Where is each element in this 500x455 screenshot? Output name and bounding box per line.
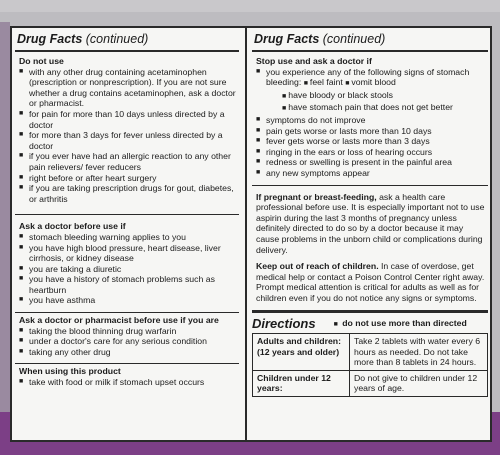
list-item: ■ right before or after heart surgery [19, 173, 237, 184]
list-item: ■ you have a history of stomach problems such as heartburn [19, 274, 237, 295]
column-divider [245, 28, 247, 440]
directions-label: Adults and children: (12 years and older) [253, 334, 350, 371]
keep-out-lead: Keep out of reach of children. [256, 261, 379, 272]
list-item: ■ taking any other drug [19, 347, 237, 358]
right-column [252, 28, 488, 397]
table-row [253, 334, 488, 371]
keep-out-text: In case of overdose, get medical help or contact a Poison Control Center right away. Prompt medical attention is critical for adults as well as for children even if you do not notice any signs or symptoms. [256, 261, 485, 303]
list-item: ■ pain gets worse or lasts more than 10 days [256, 126, 486, 137]
list-item: ■ for pain for more than 10 days unless directed by a doctor [19, 109, 237, 130]
pregnancy-section [252, 188, 488, 304]
do-not-use-section [15, 52, 239, 204]
directions-note-text: do not use more than directed [342, 318, 467, 329]
pregnancy-paragraph [256, 192, 486, 256]
left-header-title: Drug Facts [17, 32, 83, 46]
list-item: ■ if you are taking prescription drugs for gout, diabetes, or arthritis [19, 183, 237, 204]
list-item: ■ redness or swelling is present in the painful area [256, 157, 486, 168]
list-item: ■ under a doctor's care for any serious condition [19, 336, 237, 347]
directions-label: Children under 12 years: [253, 370, 350, 396]
left-column [15, 28, 239, 388]
bullet-icon: ■ [282, 92, 287, 100]
ask-pharmacist-list [19, 326, 237, 358]
list-item [256, 67, 486, 115]
drug-facts-panel [10, 26, 492, 442]
package-side-band [0, 22, 10, 442]
ask-doctor-title: Ask a doctor before use if [19, 221, 126, 232]
ask-doctor-section [15, 217, 239, 306]
pregnancy-text: ask a health care professional before use. It is especially important not to use aspirin during the last 3 months of pregnancy unless definitely directed to do so by a doctor because it may cause problems in the unborn child or complications during delivery. [256, 191, 485, 255]
stop-use-title: Stop use and ask a doctor if [256, 56, 372, 66]
directions-text: Take 2 tablets with water every 6 hours as needed. Do not take more than 8 tablets in 24 hours. [350, 334, 488, 371]
stop-use-sub: vomit blood [351, 77, 396, 88]
list-item: ■ fever gets worse or lasts more than 3 days [256, 136, 486, 147]
when-using-list [19, 377, 237, 388]
bullet-icon: ■ [345, 80, 350, 88]
list-item: ■ ringing in the ears or loss of hearing occurs [256, 147, 486, 158]
stop-use-sub-row [266, 90, 486, 103]
package-top-band [0, 0, 500, 12]
list-item: ■ if you ever have had an allergic reaction to any other pain relievers/ fever reducers [19, 151, 237, 172]
list-item: ■ you have high blood pressure, heart disease, liver cirrhosis, or kidney disease [19, 243, 237, 264]
stop-use-sub: feel faint [309, 77, 343, 88]
pregnancy-lead: If pregnant or breast-feeding, [256, 191, 377, 202]
ask-pharmacist-section [15, 315, 239, 357]
right-header [254, 32, 488, 47]
list-item: ■ you are taking a diuretic [19, 264, 237, 275]
section-rule [15, 214, 239, 215]
stop-use-intro: you experience any of the following signs of stomach bleeding: [266, 66, 470, 88]
left-header [17, 32, 239, 47]
ask-pharmacist-title: Ask a doctor or pharmacist before use if you are [19, 315, 219, 326]
stop-use-sub-row [266, 102, 486, 115]
table-row [253, 370, 488, 396]
directions-rule [252, 310, 488, 313]
section-rule [15, 363, 239, 364]
section-rule [252, 185, 488, 186]
directions-table [252, 333, 488, 397]
stop-use-section [252, 52, 488, 179]
stop-use-sub: have stomach pain that does not get better [288, 102, 453, 113]
do-not-use-title: Do not use [19, 56, 64, 66]
list-item: ■ take with food or milk if stomach upset occurs [19, 377, 237, 388]
stop-use-sub: have bloody or black stools [288, 89, 394, 100]
list-item: ■ any new symptoms appear [256, 168, 486, 179]
list-item: ■ you have asthma [19, 295, 237, 306]
when-using-section [15, 366, 239, 387]
when-using-title: When using this product [19, 366, 121, 377]
list-item: ■ for more than 3 days for fever unless directed by a doctor [19, 130, 237, 151]
do-not-use-list [19, 67, 237, 205]
bullet-icon: ■ [282, 105, 287, 113]
bullet-icon: ■ [333, 321, 338, 329]
list-item: ■ symptoms do not improve [256, 115, 486, 126]
ask-doctor-list [19, 232, 237, 306]
right-header-continued: (continued) [319, 32, 386, 46]
list-item: ■ taking the blood thinning drug warfarin [19, 326, 237, 337]
right-header-title: Drug Facts [254, 32, 320, 46]
directions-text: Do not give to children under 12 years of age. [350, 370, 488, 396]
directions-section [252, 316, 488, 397]
keep-out-paragraph [256, 261, 486, 303]
section-rule [15, 312, 239, 313]
stop-use-list [256, 67, 486, 179]
left-header-continued: (continued) [82, 32, 149, 46]
directions-title: Directions [252, 316, 316, 332]
list-item: ■ stomach bleeding warning applies to you [19, 232, 237, 243]
list-item: ■ with any other drug containing acetaminophen (prescription or nonprescription). If you are not sure whether a drug contains acetaminophen, ask a doctor or pharmacist. [19, 67, 237, 109]
directions-header [252, 316, 488, 333]
bullet-icon: ■ [303, 80, 308, 88]
directions-note [334, 318, 467, 331]
